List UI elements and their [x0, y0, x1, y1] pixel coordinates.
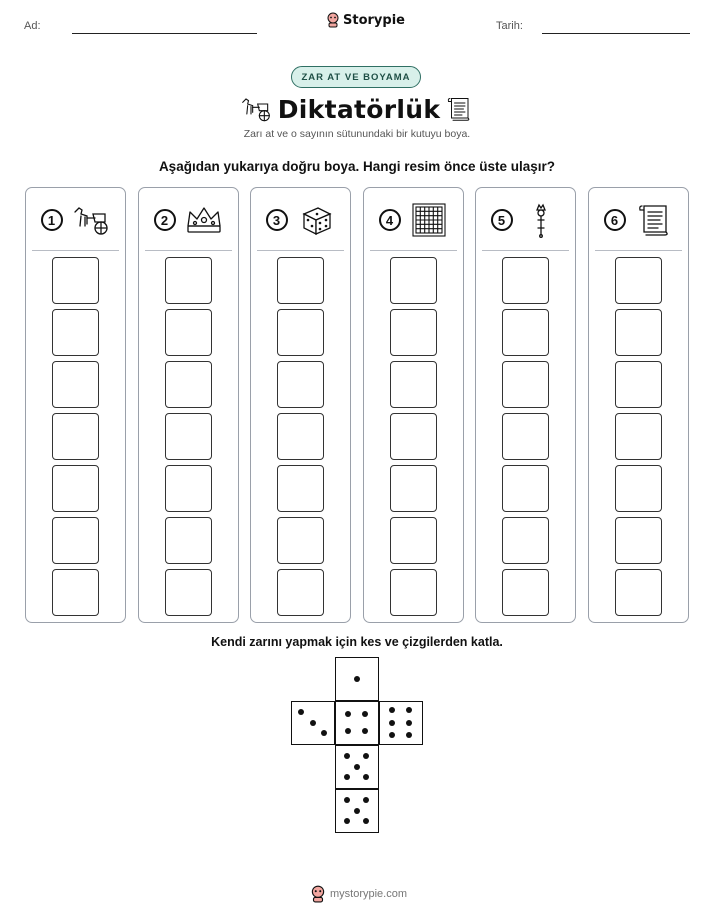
storypie-mascot-icon	[310, 885, 326, 903]
instruction: Aşağıdan yukarıya doğru boya. Hangi resim önce üste ulaşır?	[158, 159, 556, 174]
column-1	[25, 187, 126, 623]
color-box[interactable]	[390, 569, 437, 616]
color-box[interactable]	[52, 569, 99, 616]
dice-face-5	[335, 789, 379, 833]
scepter-icon	[521, 202, 561, 238]
cut-instruction: Kendi zarını yapmak için kes ve çizgilerden katla.	[211, 635, 503, 649]
dice-face-3	[291, 701, 335, 745]
color-box[interactable]	[502, 309, 549, 356]
color-box[interactable]	[52, 361, 99, 408]
color-box[interactable]	[502, 517, 549, 564]
color-box[interactable]	[277, 309, 324, 356]
color-box[interactable]	[277, 517, 324, 564]
storypie-mascot-icon	[326, 12, 340, 28]
dice-pip	[354, 808, 360, 814]
crown-icon	[184, 202, 224, 238]
scroll-icon	[634, 202, 674, 238]
column-divider	[32, 250, 119, 251]
column-number: 1	[41, 209, 63, 231]
color-box[interactable]	[615, 517, 662, 564]
color-box[interactable]	[277, 361, 324, 408]
page-title: Diktatörlük	[277, 94, 441, 124]
color-box[interactable]	[615, 569, 662, 616]
dice-pip	[389, 707, 395, 713]
dice-face-4	[335, 701, 379, 745]
dice-pip	[406, 707, 412, 713]
column-divider	[370, 250, 457, 251]
color-box[interactable]	[615, 361, 662, 408]
color-box[interactable]	[390, 517, 437, 564]
column-number: 6	[604, 209, 626, 231]
column-header	[139, 200, 238, 240]
title-row	[238, 89, 474, 129]
column-number: 2	[154, 209, 176, 231]
color-box[interactable]	[165, 517, 212, 564]
dice-pip	[406, 732, 412, 738]
dice-pip	[363, 774, 369, 780]
color-box[interactable]	[165, 361, 212, 408]
color-box[interactable]	[615, 309, 662, 356]
dice-icon	[296, 202, 336, 238]
color-box[interactable]	[615, 257, 662, 304]
color-box[interactable]	[277, 257, 324, 304]
dice-face-6	[379, 701, 423, 745]
subtitle: Zarı at ve o sayının sütunundaki bir kutuyu boya.	[243, 128, 471, 140]
color-box[interactable]	[277, 465, 324, 512]
color-box[interactable]	[52, 517, 99, 564]
column-header	[251, 200, 350, 240]
column-header	[26, 200, 125, 240]
chariot-icon	[71, 202, 111, 238]
color-box[interactable]	[52, 309, 99, 356]
dice-pip	[362, 711, 368, 717]
color-box[interactable]	[502, 569, 549, 616]
footer	[310, 885, 407, 903]
color-box[interactable]	[390, 465, 437, 512]
column-divider	[482, 250, 569, 251]
color-box[interactable]	[502, 257, 549, 304]
dice-pip	[344, 797, 350, 803]
column-divider	[145, 250, 232, 251]
brand-name: Storypie	[343, 12, 405, 28]
color-box[interactable]	[165, 413, 212, 460]
dice-pip	[344, 818, 350, 824]
date-label: Tarih:	[496, 20, 523, 32]
color-box[interactable]	[615, 465, 662, 512]
color-box[interactable]	[502, 361, 549, 408]
dice-pip	[363, 753, 369, 759]
color-box[interactable]	[165, 569, 212, 616]
column-4	[363, 187, 464, 623]
color-box[interactable]	[390, 257, 437, 304]
column-header	[476, 200, 575, 240]
column-3	[250, 187, 351, 623]
dice-pip	[321, 730, 327, 736]
color-box[interactable]	[165, 465, 212, 512]
footer-url: mystorypie.com	[330, 888, 408, 900]
color-box[interactable]	[502, 465, 549, 512]
column-divider	[257, 250, 344, 251]
color-box[interactable]	[165, 309, 212, 356]
date-line	[542, 33, 690, 34]
column-number: 5	[491, 209, 513, 231]
brand-logo	[326, 12, 405, 28]
dice-pip	[354, 764, 360, 770]
dice-pip	[344, 774, 350, 780]
dice-pip	[389, 732, 395, 738]
dice-pip	[344, 753, 350, 759]
color-box[interactable]	[615, 413, 662, 460]
color-box[interactable]	[52, 257, 99, 304]
column-6	[588, 187, 689, 623]
scroll-icon	[444, 92, 474, 126]
column-5	[475, 187, 576, 623]
dice-pip	[363, 797, 369, 803]
dice-pip	[354, 676, 360, 682]
dice-pip	[345, 728, 351, 734]
color-box[interactable]	[277, 569, 324, 616]
name-line	[72, 33, 257, 34]
column-header	[589, 200, 688, 240]
column-number: 3	[266, 209, 288, 231]
grid-icon	[409, 202, 449, 238]
dice-pip	[298, 709, 304, 715]
dice-face-1	[335, 657, 379, 701]
color-box[interactable]	[390, 413, 437, 460]
chariot-icon	[238, 94, 274, 124]
name-label: Ad:	[24, 20, 41, 32]
column-header	[364, 200, 463, 240]
column-2	[138, 187, 239, 623]
dice-pip	[310, 720, 316, 726]
dice-face-5	[335, 745, 379, 789]
dice-pip	[363, 818, 369, 824]
color-box[interactable]	[165, 257, 212, 304]
activity-badge: ZAR AT VE BOYAMA	[291, 66, 421, 88]
color-box[interactable]	[390, 309, 437, 356]
color-box[interactable]	[52, 465, 99, 512]
column-divider	[595, 250, 682, 251]
color-box[interactable]	[502, 413, 549, 460]
color-box[interactable]	[52, 413, 99, 460]
dice-pip	[389, 720, 395, 726]
dice-pip	[362, 728, 368, 734]
dice-pip	[345, 711, 351, 717]
color-box[interactable]	[390, 361, 437, 408]
dice-pip	[406, 720, 412, 726]
color-box[interactable]	[277, 413, 324, 460]
column-number: 4	[379, 209, 401, 231]
